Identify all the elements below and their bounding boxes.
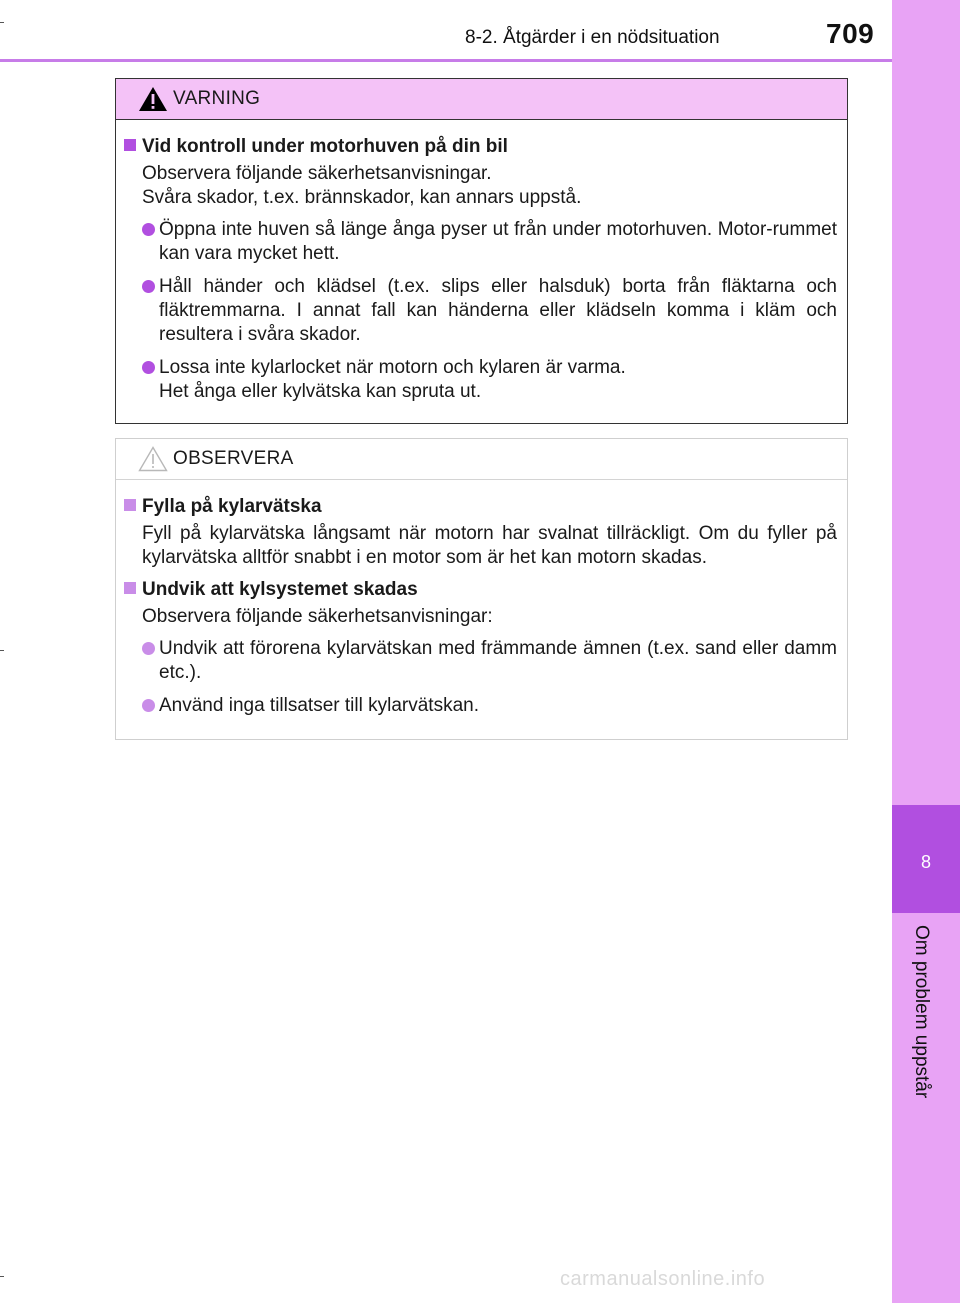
warning-triangle-icon — [137, 85, 169, 113]
warning-box — [115, 78, 848, 424]
round-bullet-icon — [142, 223, 155, 236]
notice-box — [115, 438, 848, 740]
notice-header — [116, 439, 847, 480]
section-title: 8-2. Åtgärder i en nödsituation — [465, 27, 720, 48]
notice-text-cooling: Observera följande säkerhetsanvisningar: — [142, 606, 493, 627]
round-bullet-icon — [142, 280, 155, 293]
notice-heading-cooling: Undvik att kylsystemet skadas — [124, 578, 837, 602]
chapter-title: Om problem uppstår — [911, 925, 932, 1099]
notice-heading-refill: Fylla på kylarvätska — [124, 495, 837, 519]
warning-label: VARNING — [173, 88, 261, 109]
list-item: Undvik att förorena kylarvätskan med främmande ämnen (t.ex. sand eller damm etc.). — [142, 637, 837, 685]
crop-mark — [0, 1276, 4, 1277]
notice-label: OBSERVERA — [173, 448, 294, 469]
list-item: Håll händer och klädsel (t.ex. slips eller halsduk) borta från fläktarna och fläktremmarna. I annat fall kan händerna eller klädseln komma i kläm och resultera i svåra skador. — [142, 275, 837, 347]
round-bullet-icon — [142, 361, 155, 374]
notice-text-refill: Fyll på kylarvätska långsamt när motorn har svalnat tillräckligt. Om du fyller på kylarvätska alltför snabbt i en motor som är het kan motorn skadas. — [142, 523, 837, 568]
warning-intro: Observera följande säkerhetsanvisningar. Svåra skador, t.ex. brännskador, kan annars uppstå. — [142, 163, 582, 208]
crop-mark — [0, 22, 4, 23]
caution-triangle-icon — [137, 445, 169, 473]
chapter-side-tab — [892, 0, 960, 1303]
chapter-number: 8 — [920, 852, 931, 872]
notice-body — [116, 480, 847, 718]
warning-heading: Vid kontroll under motorhuven på din bil — [124, 135, 837, 159]
list-item: Lossa inte kylarlocket när motorn och kylaren är varma. Het ånga eller kylvätska kan spruta ut. — [142, 356, 837, 404]
round-bullet-icon — [142, 642, 155, 655]
round-bullet-icon — [142, 699, 155, 712]
list-item: Öppna inte huven så länge ånga pyser ut från under motorhuven. Motor-rummet kan vara mycket hett. — [142, 218, 837, 266]
square-bullet-icon — [124, 582, 136, 594]
page-number: 709 — [826, 18, 875, 49]
warning-header — [116, 79, 847, 120]
header-rule — [0, 59, 892, 62]
crop-mark — [0, 650, 4, 651]
warning-body — [116, 120, 847, 404]
watermark: carmanualsonline.info — [560, 1268, 766, 1290]
list-item: Använd inga tillsatser till kylarvätskan. — [142, 694, 837, 718]
square-bullet-icon — [124, 499, 136, 511]
square-bullet-icon — [124, 139, 136, 151]
